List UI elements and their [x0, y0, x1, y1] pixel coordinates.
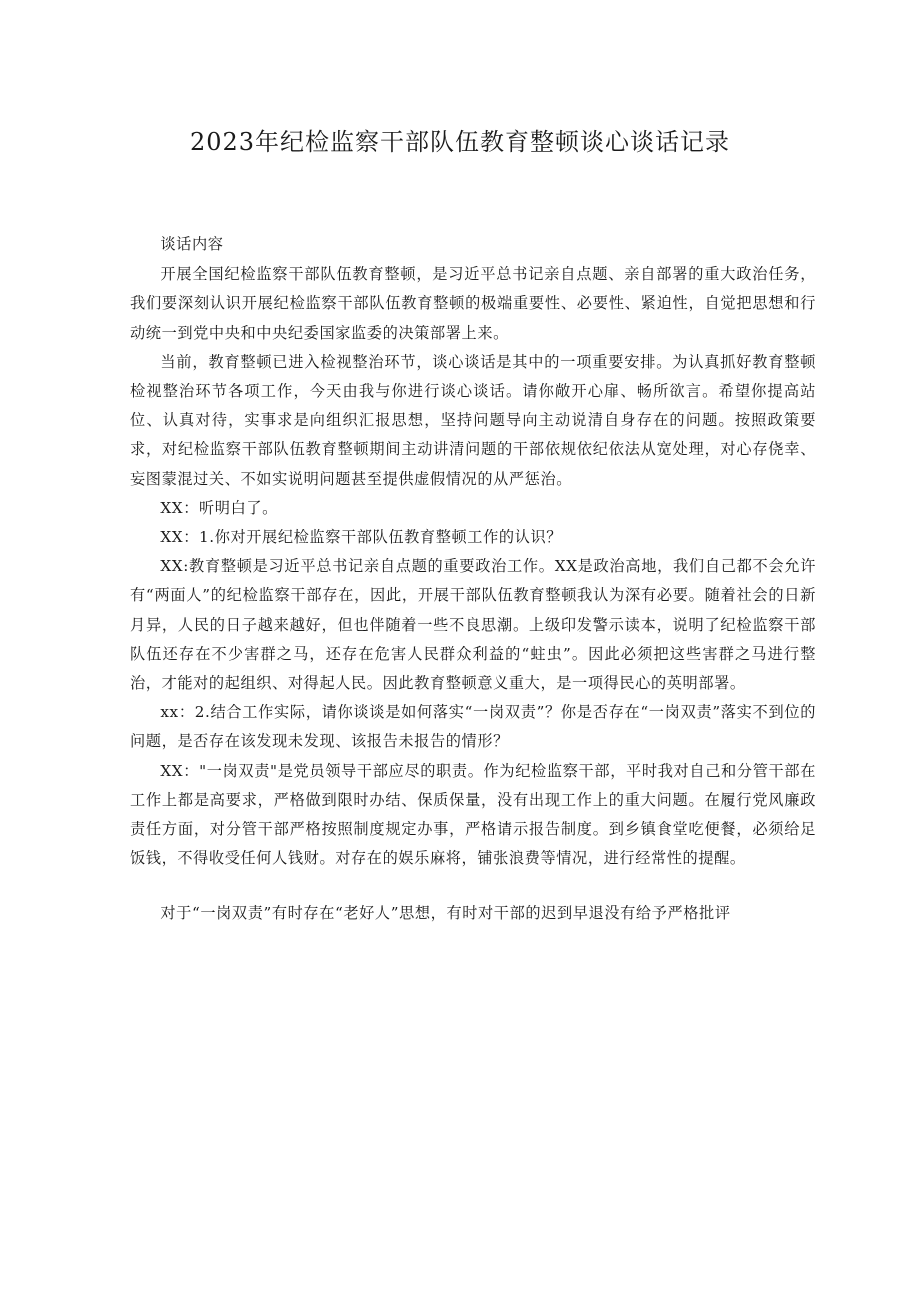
paragraph-intro: 开展全国纪检监察干部队伍教育整顿，是习近平总书记亲自点题、亲自部署的重大政治任务，我们要深刻认识开展纪检监察干部队伍教育整顿的极端重要性、必要性、紧迫性，自觉把思想和行动统一到党中央和中央纪委国家监委的决策部署上来。	[130, 265, 816, 342]
paragraph-reply-understood: XX：听明白了。	[160, 498, 278, 517]
paragraph-gap	[130, 873, 816, 899]
paragraph-current-stage: 当前，教育整顿已进入检视整治环节，谈心谈话是其中的一项重要安排。为认真抓好教育整顿检视整治环节各项工作，今天由我与你进行谈心谈话。请你敞开心扉、畅所欲言。希望你提高站位、认真对待，实事求是向组织汇报思想，坚持问题导向主动说清自身存在的问题。按照政策要求，对纪检监察干部队伍教育整顿期间主动讲清问题的干部依规依纪依法从宽处理，对心存侥幸、妄图蒙混过关、不如实说明问题甚至提供虚假情况的从严惩治。	[130, 352, 816, 488]
section-label: 谈话内容	[160, 235, 224, 253]
paragraph-question-2: xx：2.结合工作实际，请你谈谈是如何落实“一岗双责”？你是否存在“一岗双责”落实不到位的问题，是否存在该发现未发现、该报告未报告的情形？	[130, 703, 816, 751]
paragraph-answer-2: XX："一岗双责"是党员领导干部应尽的职责。作为纪检监察干部，平时我对自己和分管干部在工作上都是高要求，严格做到限时办结、保质保量，没有出现工作上的重大问题。在履行党风廉政责任方面，对分管干部严格按照制度规定办事，严格请示报告制度。到乡镇食堂吃便餐，必须给足饭钱，不得收受任何人钱财。对存在的娱乐麻将，铺张浪费等情况，进行经常性的提醒。	[130, 761, 816, 868]
document-body	[130, 230, 816, 929]
paragraph-question-1: XX：1.你对开展纪检监察干部队伍教育整顿工作的认识？	[160, 528, 563, 547]
paragraph-answer-1: XX:教育整顿是习近平总书记亲自点题的重要政治工作。XX是政治高地，我们自己都不会允许有“两面人”的纪检监察干部存在，因此，开展干部队伍教育整顿我认为深有必要。随着社会的日新月异，人民的日子越来越好，但也伴随着一些不良思潮。上级印发警示读本，说明了纪检监察干部队伍还存在不少害群之马，还存在危害人民群众利益的“蛀虫”。因此必须把这些害群之马进行整治，才能对的起组织、对得起人民。因此教育整顿意义重大，是一项得民心的英明部署。	[130, 557, 816, 693]
page-title: 2023年纪检监察干部队伍教育整顿谈心谈话记录	[189, 128, 731, 156]
paragraph-self-critique: 对于“一岗双责”有时存在“老好人”思想，有时对干部的迟到早退没有给予严格批评	[160, 904, 731, 923]
